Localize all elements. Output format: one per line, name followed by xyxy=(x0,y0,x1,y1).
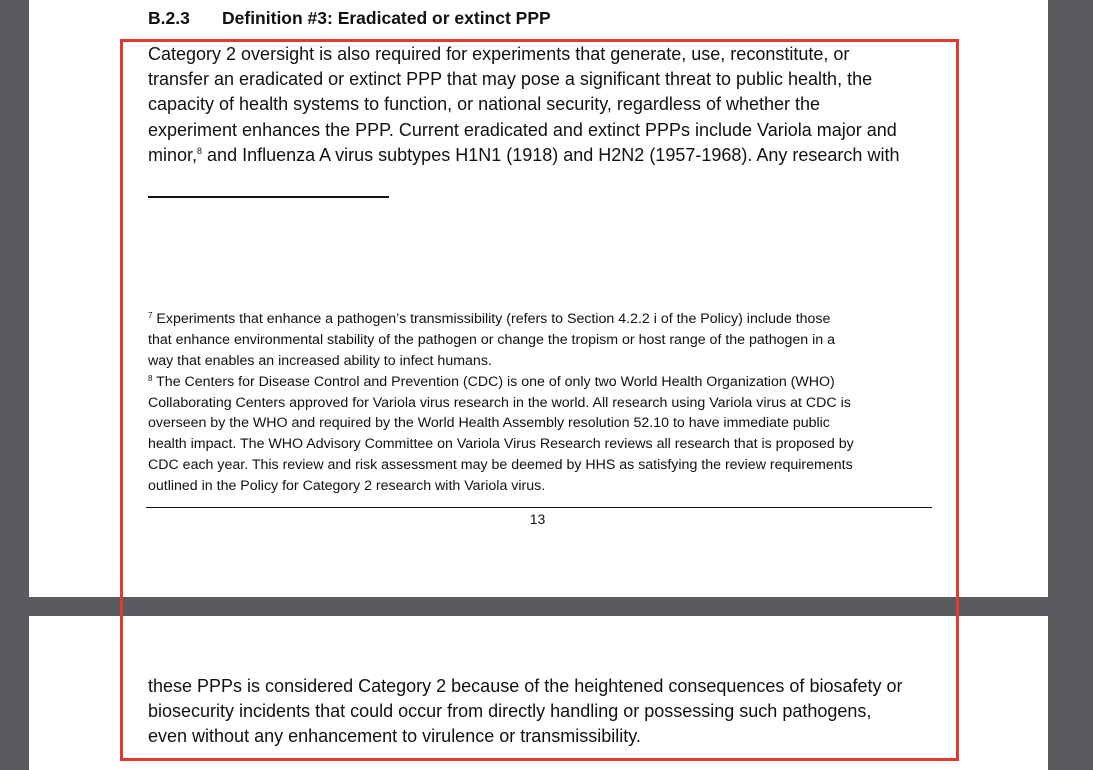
footnote-marker: 8 xyxy=(148,373,153,383)
footnote-line: health impact. The WHO Advisory Committee on Variola Virus Research reviews all research that is proposed by xyxy=(148,436,854,453)
body-line: even without any enhancement to virulence or transmissibility. xyxy=(148,726,641,747)
body-paragraph xyxy=(148,674,948,750)
body-line xyxy=(148,143,948,168)
footnote-separator xyxy=(148,196,389,198)
footnote-line: CDC each year. This review and risk assessment may be deemed by HHS as satisfying the review requirements xyxy=(148,457,853,474)
body-paragraph xyxy=(148,42,948,168)
document-page-13 xyxy=(29,0,1048,597)
section-number: B.2.3 xyxy=(148,8,190,28)
body-text-fragment: and Influenza A virus subtypes H1N1 (1918) and H2N2 (1957-1968). Any research with xyxy=(202,144,900,165)
section-heading xyxy=(148,8,551,29)
section-title: Definition #3: Eradicated or extinct PPP xyxy=(222,8,551,28)
footnotes xyxy=(148,309,948,497)
body-text-fragment: minor, xyxy=(148,144,198,165)
footnote-line: way that enables an increased ability to infect humans. xyxy=(148,352,492,369)
page-number-text: 13 xyxy=(529,511,546,527)
document-page-14 xyxy=(29,616,1048,770)
body-line: experiment enhances the PPP. Current eradicated and extinct PPPs include Variola major and xyxy=(148,119,897,140)
footnote-line: Collaborating Centers approved for Variola virus research in the world. All research using Variola virus at CDC is xyxy=(148,394,851,411)
body-line: transfer an eradicated or extinct PPP that may pose a significant threat to public health, the xyxy=(148,69,873,90)
body-line: biosecurity incidents that could occur from directly handling or possessing such pathogens, xyxy=(148,701,872,722)
body-line: capacity of health systems to function, or national security, regardless of whether the xyxy=(148,94,821,115)
footnote-marker: 7 xyxy=(148,311,153,320)
footnote-8 xyxy=(148,372,948,393)
footnote-line: Experiments that enhance a pathogen’s transmissibility (refers to Section 4.2.2 i of the Policy) include those xyxy=(152,311,831,327)
footnote-line: outlined in the Policy for Category 2 research with Variola virus. xyxy=(148,478,546,495)
page-number xyxy=(29,511,1048,527)
body-line: Category 2 oversight is also required for experiments that generate, use, reconstitute, or xyxy=(148,44,850,64)
footnote-line: that enhance environmental stability of the pathogen or change the tropism or host range of the pathogen in a xyxy=(148,331,835,348)
body-line: these PPPs is considered Category 2 because of the heightened consequences of biosafety or xyxy=(148,676,903,696)
footnote-line: overseen by the WHO and required by the World Health Assembly resolution 52.10 to have immediate public xyxy=(148,415,830,432)
page-footer-rule xyxy=(146,507,932,508)
footnote-7 xyxy=(148,309,948,330)
footnote-line: The Centers for Disease Control and Prevention (CDC) is one of only two World Health Organization (WHO) xyxy=(152,373,835,390)
footnote-reference[interactable]: 8 xyxy=(197,145,203,156)
